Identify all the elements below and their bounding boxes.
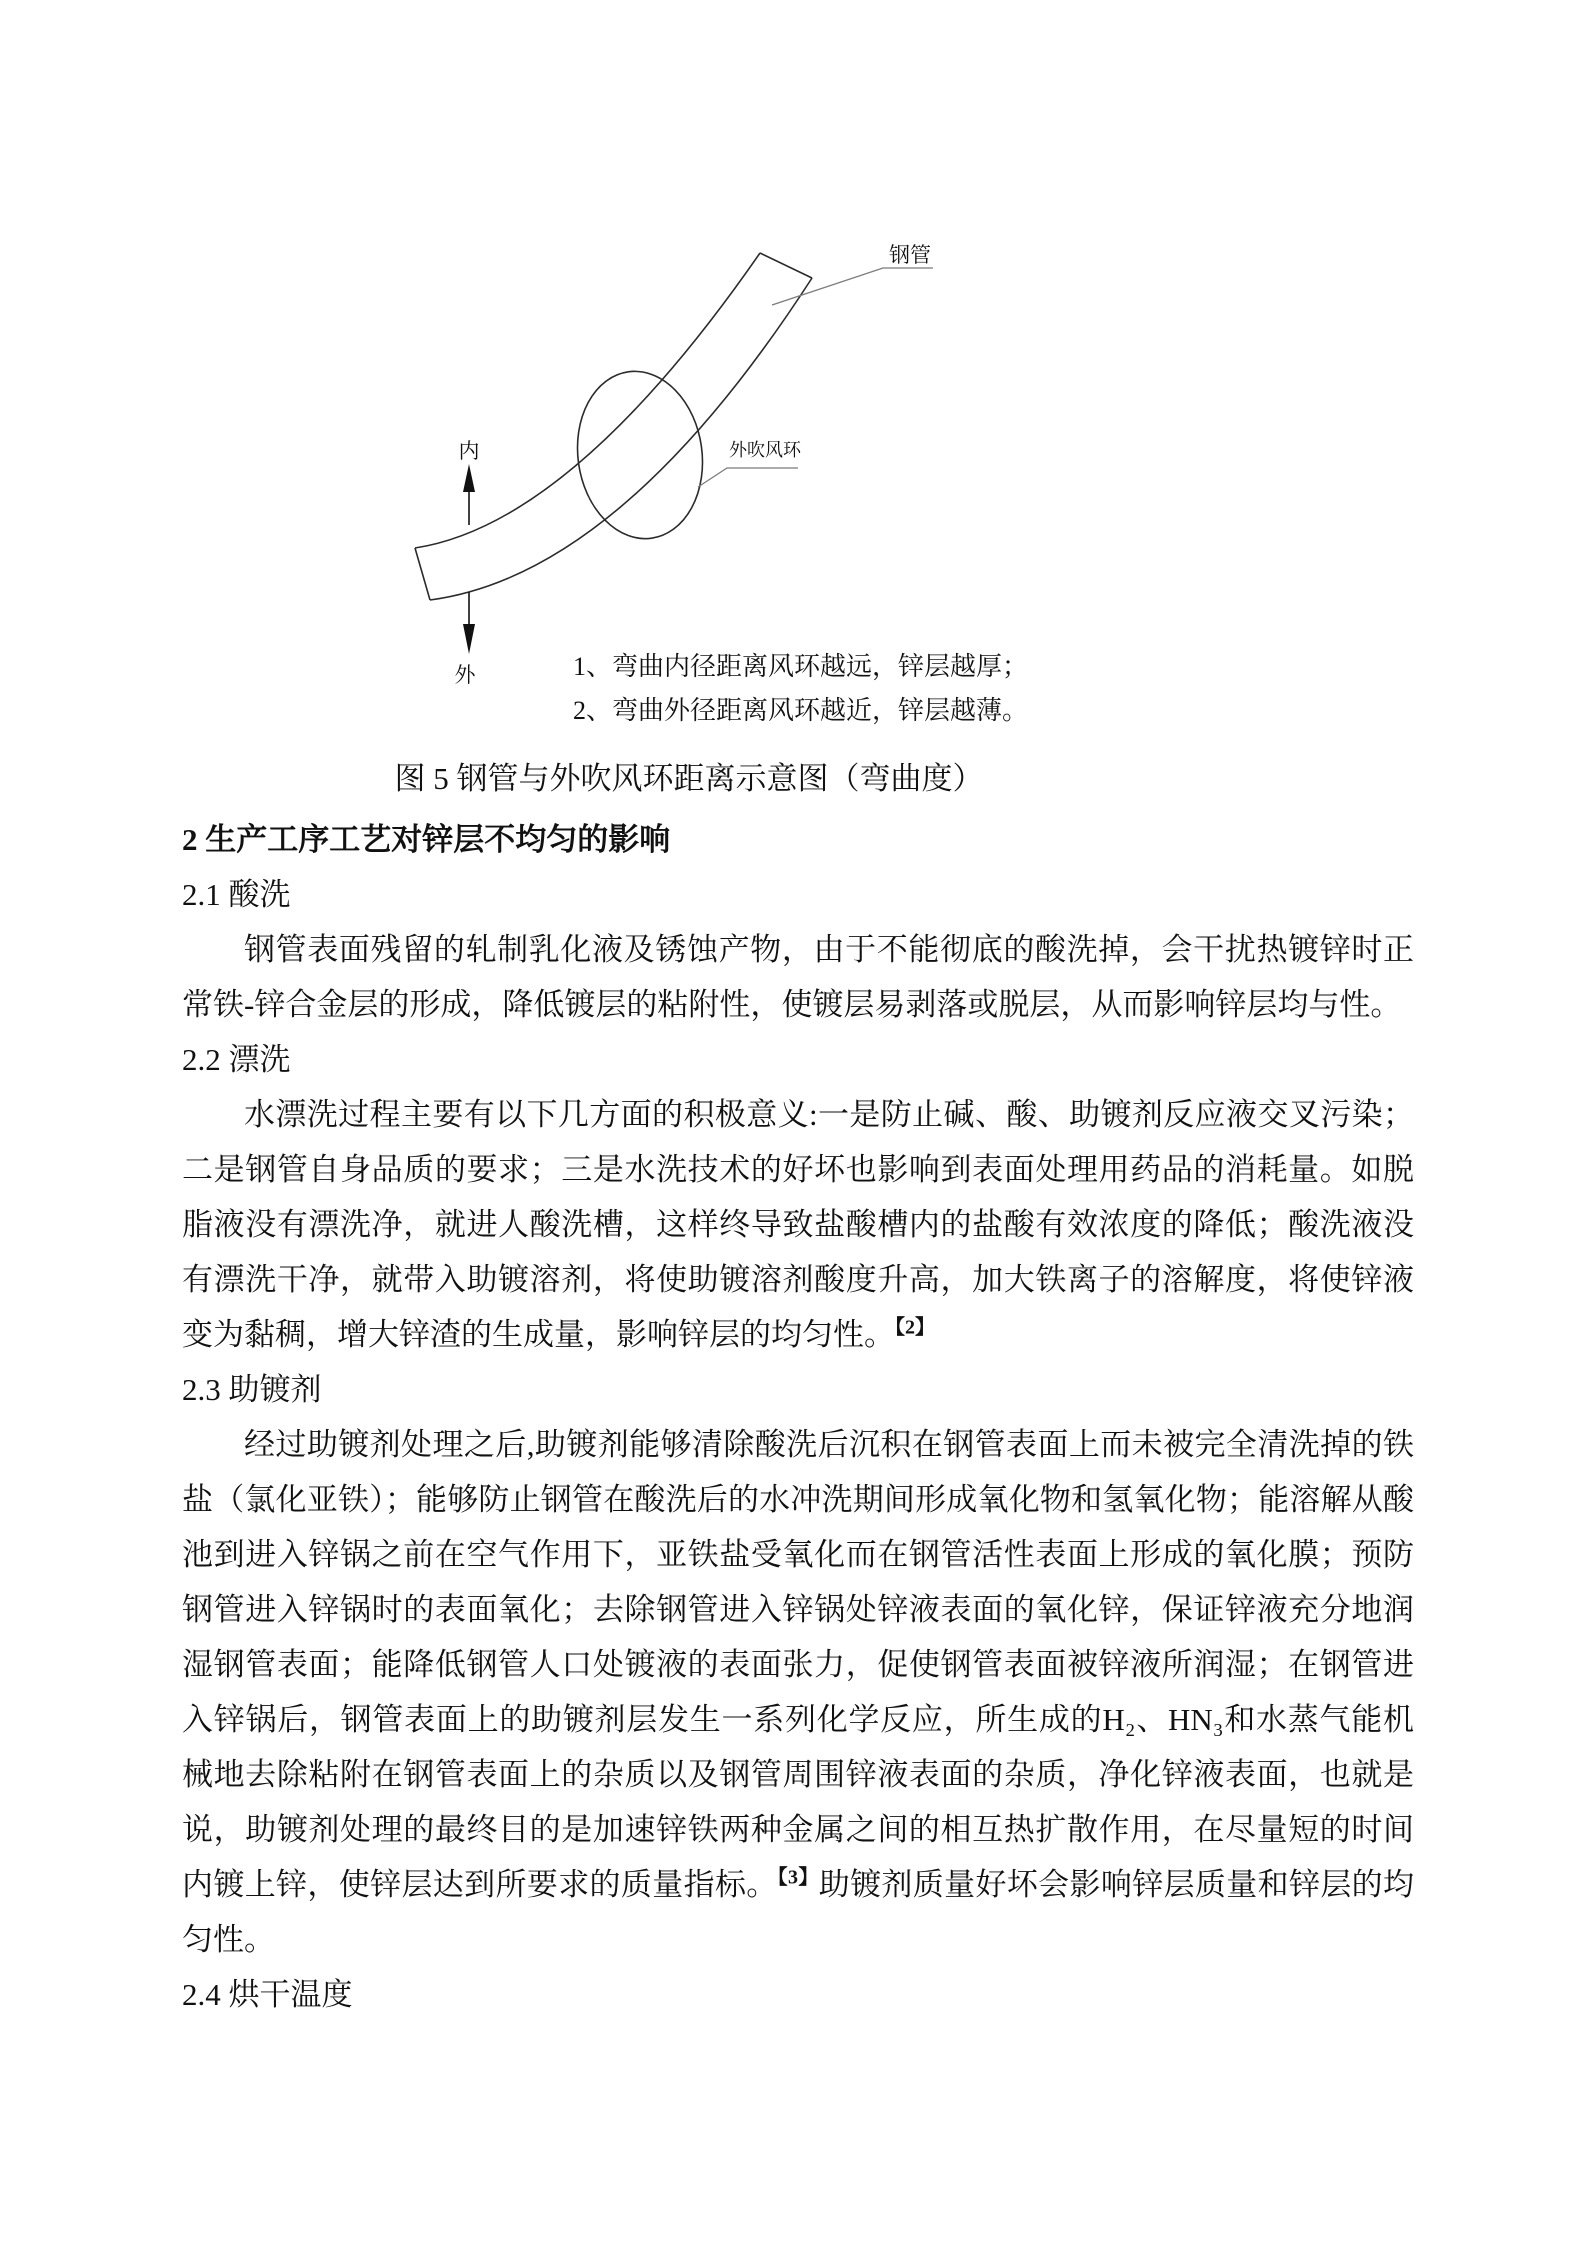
ring-label: 外吹风环 <box>729 440 801 460</box>
document-body <box>182 812 1414 2022</box>
figure-note-1: 1、弯曲内径距离风环越远，锌层越厚； <box>573 652 1029 681</box>
outer-label: 外 <box>454 663 476 687</box>
section-23-text-b: 助镀剂质量好坏会影响锌层质量和锌层的均匀性。 <box>182 1867 1415 1957</box>
pipe-leader-line <box>772 268 933 305</box>
section-23-paragraph <box>182 1417 1414 1967</box>
section-23-text-a: 经过助镀剂处理之后,助镀剂能够清除酸洗后沉积在钢管表面上而未被完全清洗掉的铁盐（氯化亚铁）；能够防止钢管在酸洗后的水冲洗期间形成氧化物和氢氧化物；能溶解从酸池到进入锌锅之前在空气作用下，亚铁盐受氧化而在钢管活性表面上形成的氧化膜；预防钢管进入锌锅时的表面氧化；去除钢管进入锌锅处锌液表面的氧化锌，保证锌液充分地润湿钢管表面；能降低钢管人口处镀液的表面张力，促使钢管表面被锌液所润湿；在钢管进入锌锅后，钢管表面上的助镀剂层发生一系列化学反应，所生成的H₂、HN₃和水蒸气能机械地去除粘附在钢管表面上的杂质以及钢管周围锌液表面的杂质，净化锌液表面，也就是说，助镀剂处理的最终目的是加速锌铁两种金属之间的相互热扩散作用，在尽量短的时间内镀上锌，使锌层达到所要求的质量指标。 <box>182 1427 1414 1902</box>
ring-leader-line <box>698 468 798 487</box>
pipe-right-endcap <box>760 253 812 278</box>
figure-caption: 图 5 钢管与外吹风环距离示意图（弯曲度） <box>394 761 984 796</box>
section-21-paragraph <box>182 922 1414 1032</box>
pipe-left-endcap <box>415 548 430 600</box>
section-23-heading: 2.3 助镀剂 <box>182 1372 322 1407</box>
section-22-text: 水漂洗过程主要有以下几方面的积极意义:一是防止碱、酸、助镀剂反应液交叉污染；二是钢管自身品质的要求；三是水洗技术的好坏也影响到表面处理用药品的消耗量。如脱脂液没有漂洗净，就进人酸洗槽，这样终导致盐酸槽内的盐酸有效浓度的降低；酸洗液没有漂洗干净，就带入助镀溶剂，将使助镀溶剂酸度升高，加大铁离子的溶解度，将使锌液变为黏稠，增大锌渣的生成量，影响锌层的均匀性。 <box>182 1097 1414 1352</box>
outer-direction-arrow <box>463 592 475 654</box>
inner-label: 内 <box>458 439 480 463</box>
section-22-heading: 2.2 漂洗 <box>182 1042 291 1077</box>
pipe-lower-edge <box>430 278 812 600</box>
section-22-paragraph <box>182 1087 1414 1362</box>
section-24-heading: 2.4 烘干温度 <box>182 1977 353 2012</box>
section-2-heading: 2 生产工序工艺对锌层不均匀的影响 <box>182 822 671 857</box>
pipe-shape <box>415 253 812 600</box>
figure-note-2: 2、弯曲外径距离风环越近，锌层越薄。 <box>573 696 1029 725</box>
figure5-diagram <box>0 0 1000 710</box>
section-21-text: 钢管表面残留的轧制乳化液及锈蚀产物，由于不能彻底的酸洗掉，会干扰热镀锌时正常铁-锌合金层的形成，降低镀层的粘附性，使镀层易剥落或脱层，从而影响锌层均与性。 <box>182 932 1414 1022</box>
pipe-upper-edge <box>415 253 760 548</box>
section-21-heading: 2.1 酸洗 <box>182 877 291 912</box>
inner-direction-arrow <box>463 464 475 525</box>
reference-marker-3: 【3】 <box>777 1866 819 1889</box>
pipe-label: 钢管 <box>889 243 931 267</box>
reference-marker-2: 【2】 <box>895 1316 935 1339</box>
